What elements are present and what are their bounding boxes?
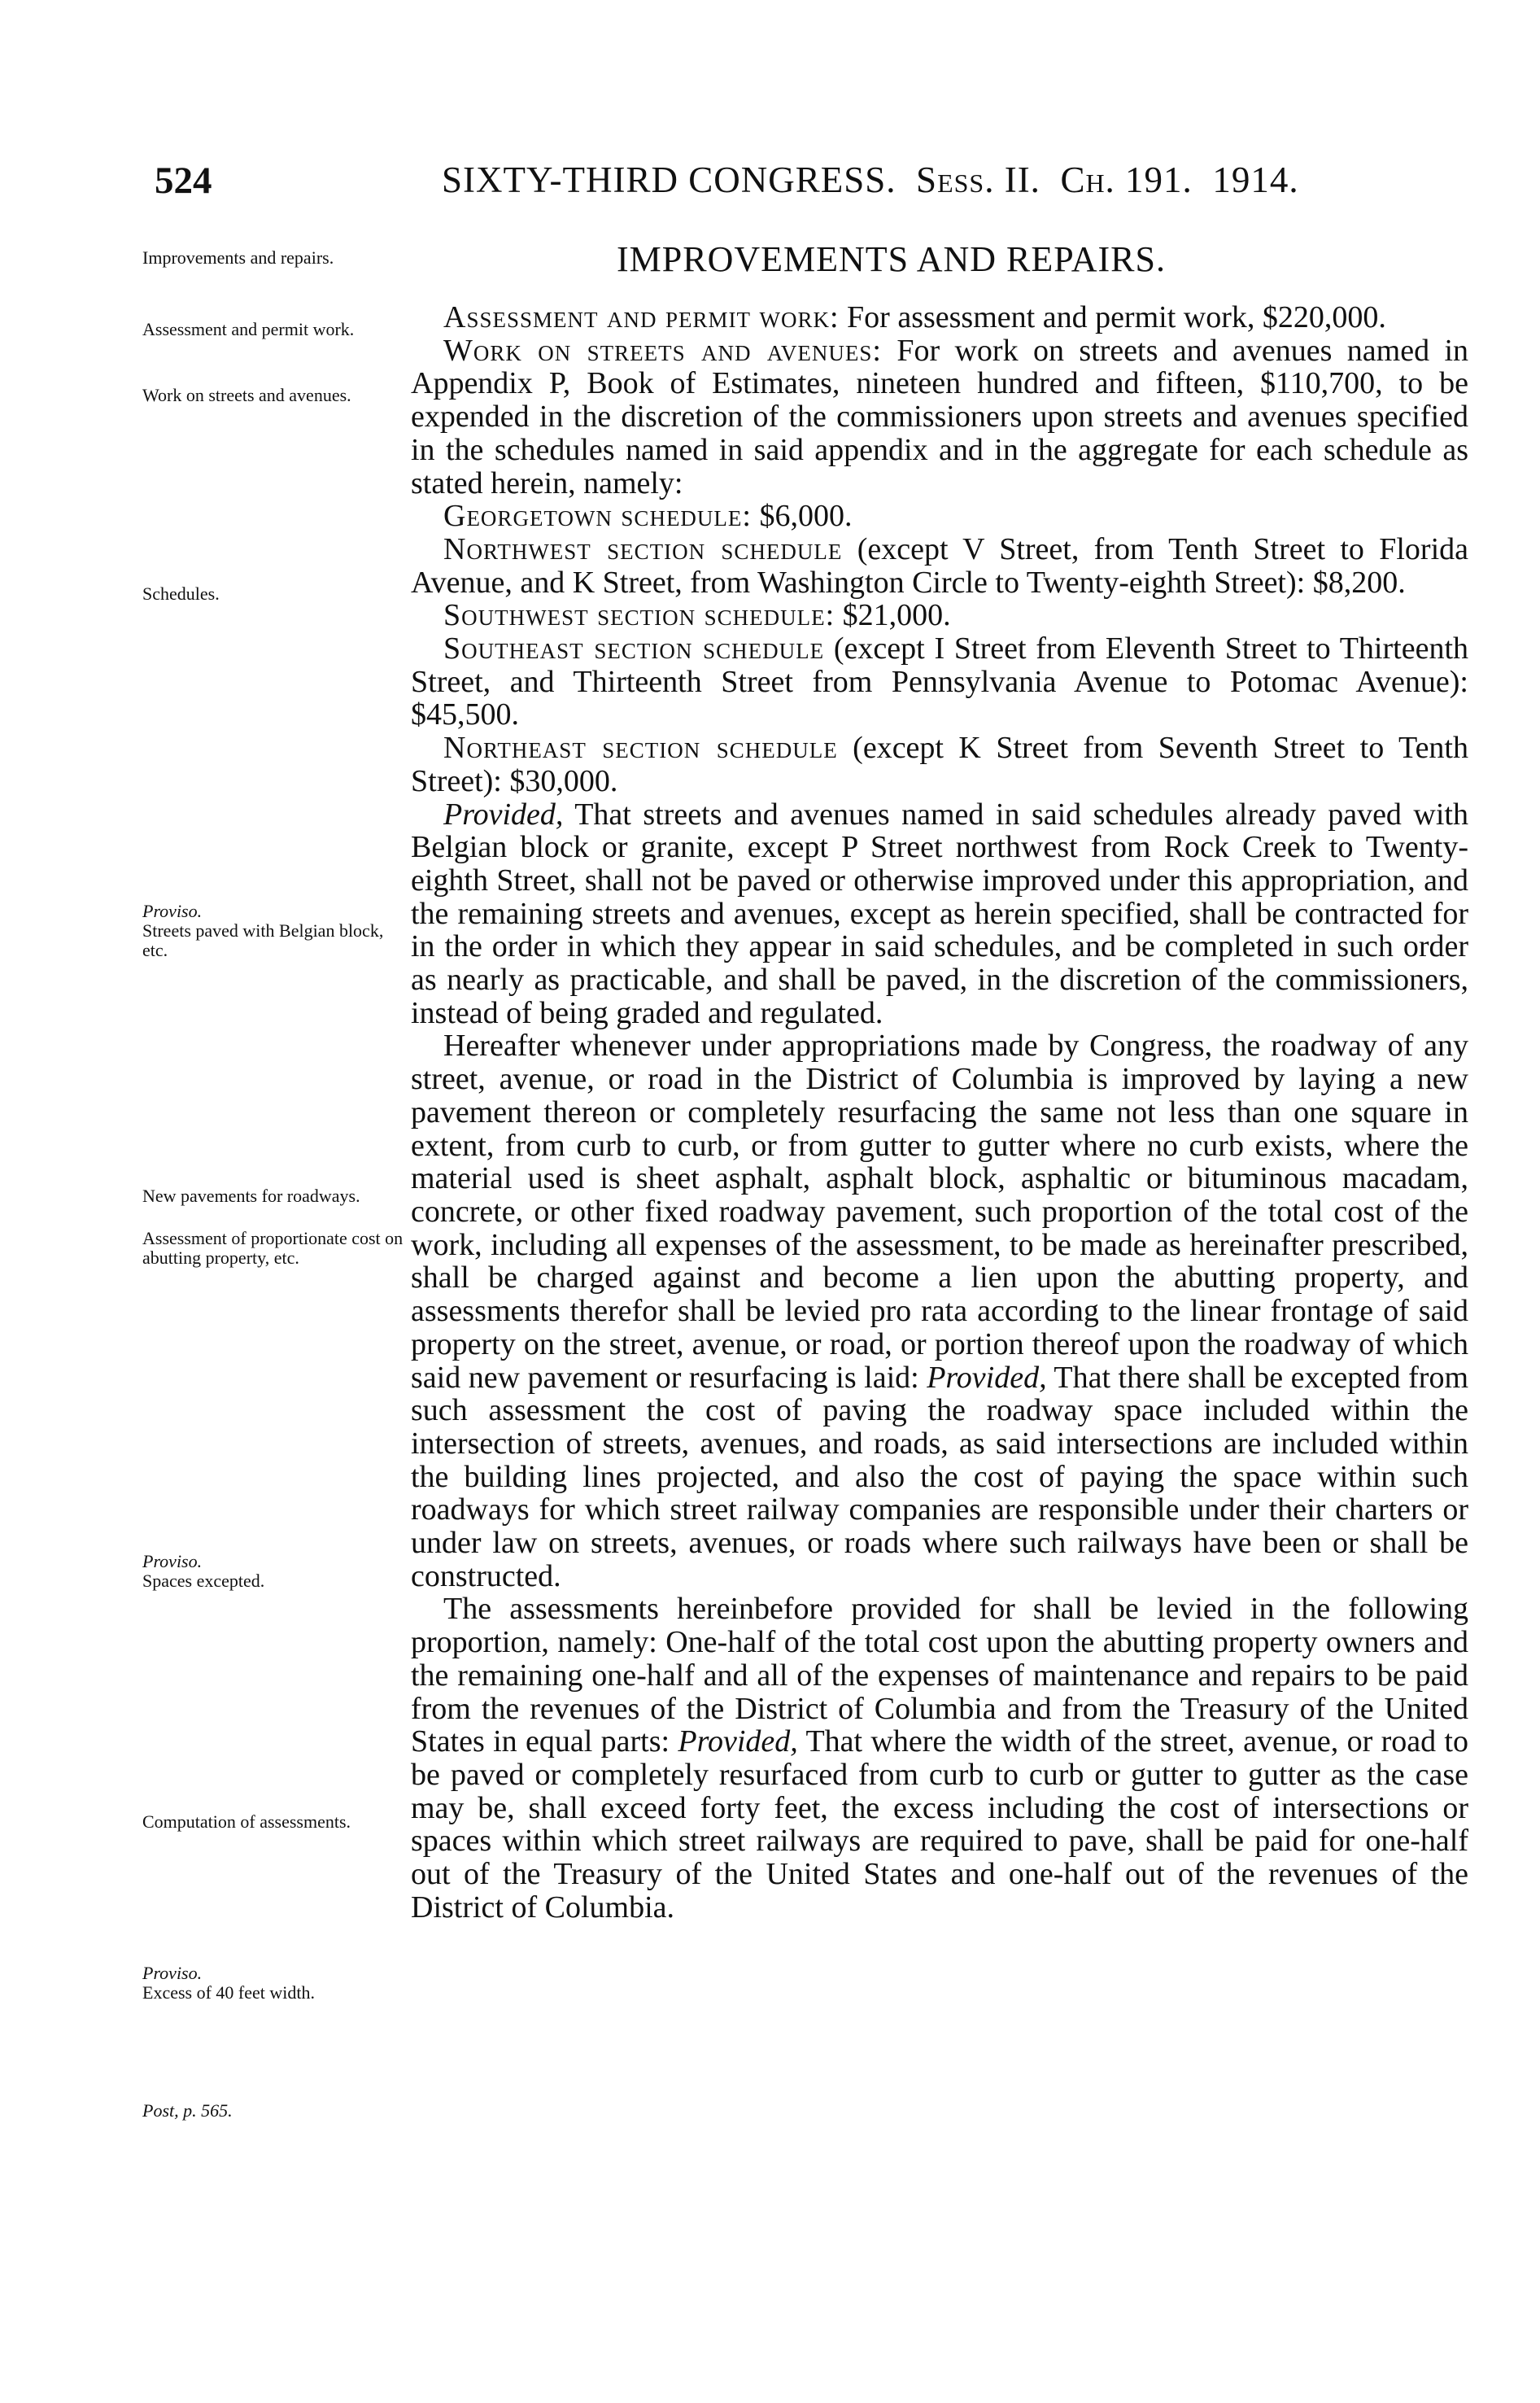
margin-note-assessment-cost: Assessment of proportionate cost on abutting property, etc. — [142, 1228, 404, 1268]
text-work-streets: For work on streets and avenues named in Appendix P, Book of Estimates, nineteen hundred and fifteen, $110,700, to be expended in the discretion of the commissioners upon streets and avenues specified in the schedules named in said appendix and in the aggregate for each schedule as stated herein, namely: — [411, 333, 1468, 500]
lead-northeast: Northeast section schedule — [443, 731, 838, 766]
paragraph-new-pavements — [411, 1029, 1468, 1593]
text-new-pavements-a: Hereafter whenever under appropriations made by Congress, the roadway of any street, avenue, or road in the District of Columbia is improved by laying a new pavement thereon or completely resurfacing the same not less than one square in extent, from curb to curb, or from gutter to gutter where no curb exists, where the material used is sheet asphalt, asphalt block, asphaltic or bituminous macadam, concrete, or other fixed roadway pavement, such proportion of the total cost of the work, including all expenses of the assessment, to be made as hereinafter prescribed, shall be charged against and become a lien upon the abutting property, and assessments therefor shall be levied pro rata according to the linear frontage of said property on the street, avenue, or road, or portion thereof upon the roadway of which said new pavement or resurfacing is laid: — [411, 1029, 1468, 1395]
text-georgetown: $6,000. — [751, 499, 853, 534]
text-assessment-permit: For assessment and permit work, $220,000. — [839, 300, 1386, 334]
lead-work-streets: Work on streets and avenues: — [443, 333, 882, 368]
margin-note-new-pavements: New pavements for roadways. — [142, 1186, 360, 1206]
text-northeast: (except K Street from Seventh Street to Tenth Street): $30,000. — [411, 731, 1468, 798]
text-southeast: (except I Street from Eleventh Street to Thirteenth Street, and Thirteenth Street from Pennsylvania Avenue to Potomac Avenue): $45,500. — [411, 631, 1468, 732]
section-title: IMPROVEMENTS AND REPAIRS. — [617, 239, 1166, 279]
proviso-1-label: Proviso. — [142, 901, 203, 921]
paragraph-work-streets — [411, 334, 1468, 500]
text-northwest: (except V Street, from Tenth Street to Florida Avenue, and K Street, from Washington Circle to Twenty-eighth Street): $8,200. — [411, 531, 1468, 600]
margin-note-work-streets: Work on streets and avenues. — [142, 385, 351, 405]
running-head — [442, 159, 1299, 201]
provided-2: Provided, — [927, 1360, 1047, 1395]
running-head-chapter: Ch. 191. — [1060, 159, 1193, 200]
running-header — [155, 159, 1456, 216]
margin-note-proviso-3 — [142, 1964, 411, 1983]
provided-1: Provided, — [443, 797, 564, 832]
page-number: 524 — [155, 159, 212, 202]
paragraph-southeast — [411, 632, 1468, 732]
paragraph-northwest — [411, 533, 1468, 599]
lead-southwest: Southwest section schedule: — [443, 598, 835, 633]
paragraph-georgetown — [411, 500, 1468, 533]
margin-note-streets-paved: Streets paved with Belgian block, etc. — [142, 920, 384, 960]
lead-assessment-permit: Assessment and permit work: — [443, 300, 840, 334]
paragraph-southwest — [411, 599, 1468, 632]
paragraph-northeast — [411, 732, 1468, 797]
margin-note-post-ref — [142, 2101, 411, 2121]
text-new-pavements-b: That there shall be excepted from such assessment the cost of paving the roadway space included within the intersection of streets, avenues, and roads, as said intersections are included within the building lines projected, and also the cost of paying the space within such roadways for which street railway companies are responsible under their charters or under law on streets, avenues, or roads where such railways have been or shall be constructed. — [411, 1360, 1468, 1593]
post-ref: Post, p. 565. — [142, 2100, 233, 2121]
text-computation-a: The assessments hereinbefore provided for shall be levied in the following proportion, namely: One-half of the total cost upon the abutting property owners and the remaining one-half and all of the expenses of maintenance and repairs to be paid from the revenues of the District of Columbia and from the Treasury of the United States in equal parts: — [411, 1592, 1468, 1759]
margin-note-computation: Computation of assessments. — [142, 1811, 351, 1832]
paragraph-proviso-belgian — [411, 798, 1468, 1030]
lead-southeast: Southeast section schedule — [443, 631, 825, 666]
provided-3: Provided, — [678, 1724, 798, 1759]
margin-note-schedules: Schedules. — [142, 583, 220, 604]
lead-northwest: Northwest section schedule — [443, 531, 843, 566]
text-proviso-belgian: That streets and avenues named in said schedules already paved with Belgian block or granite, except P Street northwest from Rock Creek to Twenty-eighth Street, shall not be paved or otherwise improved under this appropriation, and the remaining streets and avenues, except as herein specified, shall be contracted for in the order in which they appear in said schedules, and be completed in such order as nearly as practicable, and shall be paved, in the discretion of the commissioners, instead of being graded and regulated. — [411, 797, 1468, 1030]
margin-note-excess-width: Excess of 40 feet width. — [142, 1982, 315, 2003]
text-southwest: $21,000. — [835, 598, 951, 633]
paragraph-assessment-permit — [411, 301, 1468, 334]
margin-note-proviso-2 — [142, 1552, 411, 1571]
margin-note-proviso-1 — [142, 902, 411, 921]
margin-note-spaces-excepted: Spaces excepted. — [142, 1571, 265, 1591]
running-head-session: Sess. II. — [916, 159, 1040, 200]
paragraph-computation — [411, 1593, 1468, 1924]
margin-note-improvements: Improvements and repairs. — [142, 247, 334, 268]
body-text — [411, 301, 1468, 1924]
lead-georgetown: Georgetown schedule: — [443, 499, 752, 534]
running-head-main: SIXTY-THIRD CONGRESS. — [442, 159, 897, 200]
proviso-3-label: Proviso. — [142, 1963, 203, 1983]
text-computation-b: That where the width of the street, avenue, or road to be paved or completely resurfaced from curb to curb or gutter to gutter as the case may be, shall exceed forty feet, the excess including the cost of intersections or spaces within which street railways are required to pave, shall be paid for one-half out of the Treasury of the United States and one-half out of the revenues of the District of Columbia. — [411, 1724, 1468, 1925]
proviso-2-label: Proviso. — [142, 1551, 203, 1571]
running-head-year: 1914. — [1212, 159, 1299, 200]
margin-note-assessment-permit: Assessment and permit work. — [142, 319, 355, 339]
